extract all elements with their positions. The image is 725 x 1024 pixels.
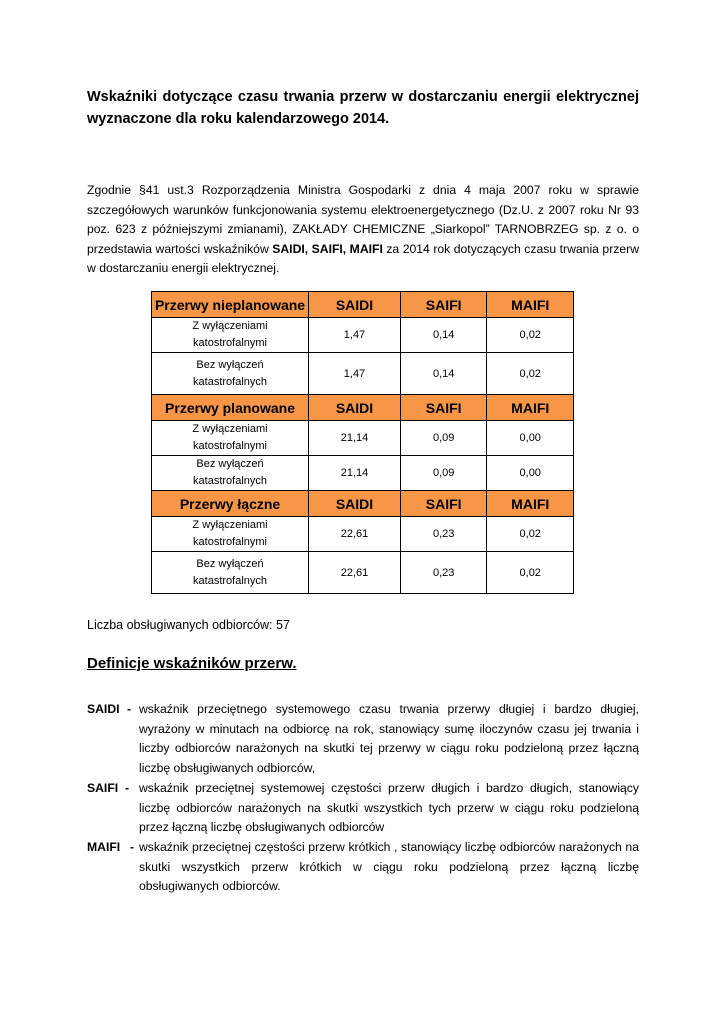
saifi-value: 0,23 bbox=[400, 517, 487, 552]
column-header-maifi: MAIFI bbox=[487, 491, 574, 517]
row-label bbox=[152, 318, 309, 353]
column-header-maifi: MAIFI bbox=[487, 292, 574, 318]
definition-text: wskaźnik przeciętnej systemowej częstości przerw długich i bardzo długich, stanowiący liczbę odbiorców narażonych na skutki wszystkich tych przerw w ciągu roku podzieloną przez łączną liczbę obsługiwanych odbiorców bbox=[139, 781, 639, 834]
table-row bbox=[152, 421, 574, 456]
document-title: Wskaźniki dotyczące czasu trwania przerw w dostarczaniu energii elektrycznej wyznaczone dla roku kalendarzowego 2014. bbox=[87, 89, 639, 127]
definitions-title: Definicje wskaźników przerw. bbox=[87, 655, 297, 672]
section-header-row bbox=[152, 491, 574, 517]
row-label bbox=[152, 552, 309, 594]
indicators-table bbox=[151, 291, 574, 594]
row-label-line: katastrofalnych bbox=[193, 574, 268, 587]
intro-text: Zgodnie §41 ust.3 Rozporządzenia Ministra Gospodarki z dnia 4 maja 2007 roku w sprawie szczegółowych warunków funkcjonowania systemu elektroenergetycznego (Dz.U. z 2007 roku Nr 93 poz. 623 z późniejszymi zmianami), ZAKŁADY CHEMICZNE „Siarkopol” TARNOBRZEG sp. z o. o przedstawia wartości wskaźników bbox=[87, 183, 639, 256]
section-header: Przerwy łączne bbox=[152, 491, 309, 517]
saifi-value: 0,09 bbox=[400, 421, 487, 456]
intro-text-end: za 2014 rok dotyczących czasu trwania przerw w dostarczaniu energii elektrycznej. bbox=[87, 241, 639, 275]
definition-dash: - bbox=[125, 781, 130, 795]
table-row bbox=[152, 456, 574, 491]
saidi-value: 1,47 bbox=[309, 353, 401, 395]
definition-dash: - bbox=[127, 702, 132, 716]
definition-text: wskaźnik przeciętnego systemowego czasu trwania przerwy długiej i bardzo długiej, wyrażony w minutach na odbiorcę na rok, stanowiący sumę iloczynów czasu jej trwania i liczby odbiorców narażonych na skutki tej przerwy w ciągu roku podzieloną przez łączną liczbę obsługiwanych odbiorców, bbox=[139, 702, 639, 775]
saifi-value: 0,09 bbox=[400, 456, 487, 491]
maifi-value: 0,02 bbox=[487, 517, 574, 552]
column-header-maifi: MAIFI bbox=[487, 395, 574, 421]
column-header-saifi: SAIFI bbox=[400, 292, 487, 318]
saidi-value: 22,61 bbox=[309, 552, 401, 594]
definition-text: wskaźnik przeciętnej częstości przerw krótkich , stanowiący liczbę odbiorców narażonych na skutki wszystkich przerw krótkich w ciągu roku podzieloną przez łączną liczbę obsługiwanych odbiorców. bbox=[139, 840, 639, 893]
column-header-saifi: SAIFI bbox=[400, 491, 487, 517]
definition-saifi bbox=[87, 779, 639, 838]
row-label-line: Bez wyłączeń bbox=[196, 557, 264, 570]
section-header: Przerwy nieplanowane bbox=[152, 292, 309, 318]
row-label-line: Z wyłączeniami bbox=[192, 519, 268, 531]
intro-paragraph bbox=[87, 181, 639, 279]
section-header-row bbox=[152, 395, 574, 421]
row-label-line: katostrofalnymi bbox=[193, 440, 268, 452]
column-header-saifi: SAIFI bbox=[400, 395, 487, 421]
column-header-saidi: SAIDI bbox=[309, 292, 401, 318]
row-label-line: Bez wyłączeń bbox=[196, 358, 264, 371]
row-label bbox=[152, 517, 309, 552]
intro-indicators: SAIDI, SAIFI, MAIFI bbox=[272, 241, 383, 256]
maifi-value: 0,00 bbox=[487, 456, 574, 491]
row-label-line: Z wyłączeniami bbox=[192, 423, 268, 435]
maifi-value: 0,02 bbox=[487, 552, 574, 594]
definition-saidi bbox=[87, 700, 639, 778]
definition-term: SAIDI bbox=[87, 702, 120, 716]
column-header-saidi: SAIDI bbox=[309, 491, 401, 517]
definition-maifi bbox=[87, 838, 639, 897]
row-label-line: katostrofalnymi bbox=[193, 337, 268, 349]
saifi-value: 0,14 bbox=[400, 318, 487, 353]
row-label-line: Z wyłączeniami bbox=[192, 320, 268, 332]
definition-term: MAIFI bbox=[87, 840, 121, 854]
row-label bbox=[152, 353, 309, 395]
column-header-saidi: SAIDI bbox=[309, 395, 401, 421]
saidi-value: 1,47 bbox=[309, 318, 401, 353]
saifi-value: 0,23 bbox=[400, 552, 487, 594]
maifi-value: 0,00 bbox=[487, 421, 574, 456]
row-label-line: Bez wyłączeń bbox=[196, 458, 264, 470]
table-row bbox=[152, 318, 574, 353]
section-header-row bbox=[152, 292, 574, 318]
table-row bbox=[152, 353, 574, 395]
table-row bbox=[152, 552, 574, 594]
row-label-line: katostrofalnymi bbox=[193, 536, 268, 548]
row-label bbox=[152, 421, 309, 456]
row-label-line: katastrofalnych bbox=[193, 375, 268, 388]
definition-term: SAIFI bbox=[87, 781, 119, 795]
customer-count: Liczba obsługiwanych odbiorców: 57 bbox=[87, 618, 290, 632]
definition-dash: - bbox=[130, 840, 135, 854]
saidi-value: 22,61 bbox=[309, 517, 401, 552]
row-label-line: katastrofalnych bbox=[193, 475, 268, 487]
table-row bbox=[152, 517, 574, 552]
saidi-value: 21,14 bbox=[309, 421, 401, 456]
maifi-value: 0,02 bbox=[487, 353, 574, 395]
saidi-value: 21,14 bbox=[309, 456, 401, 491]
section-header: Przerwy planowane bbox=[152, 395, 309, 421]
maifi-value: 0,02 bbox=[487, 318, 574, 353]
saifi-value: 0,14 bbox=[400, 353, 487, 395]
row-label bbox=[152, 456, 309, 491]
